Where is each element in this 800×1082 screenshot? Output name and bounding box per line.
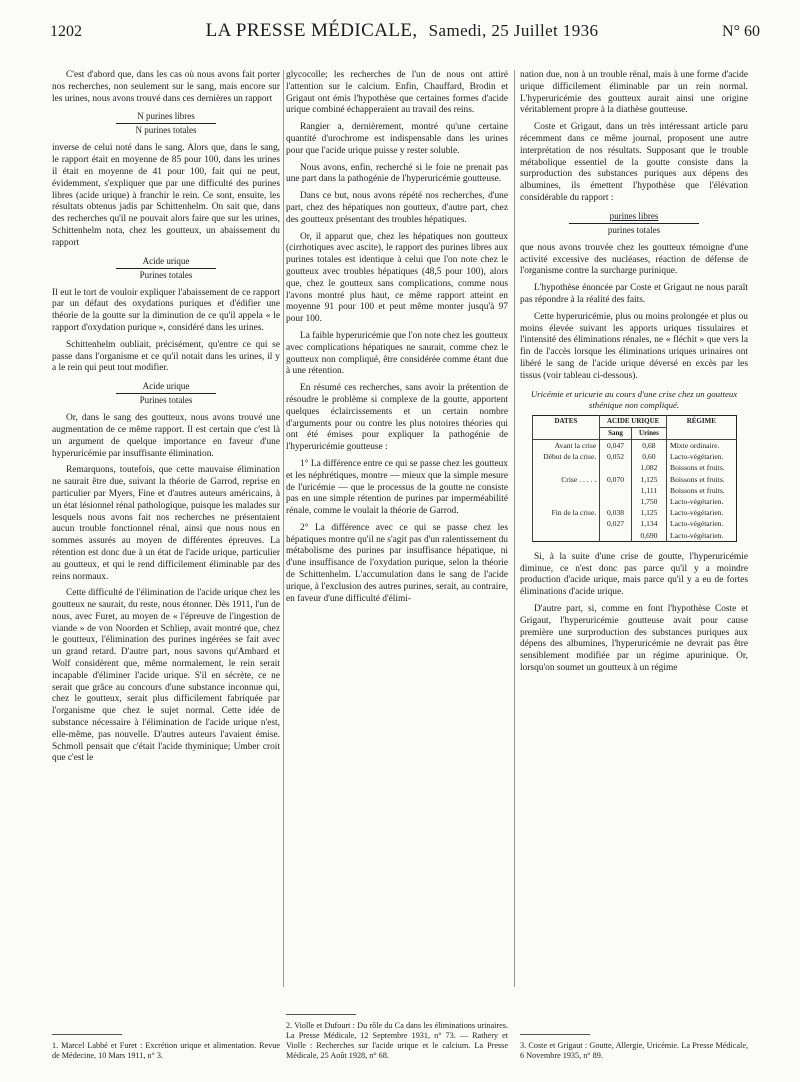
table-row bbox=[532, 439, 736, 451]
table-cell-date: Avant la crise bbox=[532, 439, 600, 451]
table-cell-date bbox=[532, 485, 600, 496]
footnote: 1. Marcel Labbé et Furet : Excrétion urique et alimentation. Revue de Médecine, 10 Mars 1911, n° 3. bbox=[52, 1041, 280, 1060]
paragraph: inverse de celui noté dans le sang. Alors que, dans le sang, le rapport était en moyenne de 85 pour 100, dans les urines il était en moyenne de 41 pour 100, fait qui ne peut, évidemment, s'expliquer que par une difficulté des purines libres (acide urique) à franchir le rein. Ce sont, ensuite, les résultats obtenus jadis par Schittenhelm. On sait que, dans des recherches qu'il ne pouvait alors faire que sur les urines, Schittenhelm nota, chez les goutteux, un abaissement du rapport bbox=[52, 143, 280, 248]
journal-name: LA PRESSE MÉDICALE, bbox=[205, 20, 418, 41]
ratio-denominator: Purines totales bbox=[139, 395, 193, 406]
table-cell-urine: 1,134 bbox=[631, 518, 666, 529]
table-cell-regime: Mixte ordinaire. bbox=[667, 439, 736, 451]
table-cell-date: Crise . . . . . bbox=[532, 474, 600, 485]
uric-acid-table bbox=[532, 415, 737, 542]
paragraph: Dans ce but, nous avons répété nos recherches, d'une part, chez des hépatiques non goutteux, d'autre part, chez des goutteux présentant des troubles hépatiques. bbox=[286, 191, 508, 225]
table-cell-blood: 0,047 bbox=[600, 439, 632, 451]
table-cell-urine: 1,125 bbox=[631, 507, 666, 518]
table-cell-date: Fin de la crise. bbox=[532, 507, 600, 518]
column-divider bbox=[283, 70, 284, 987]
table-row bbox=[532, 530, 736, 542]
column-middle bbox=[286, 70, 508, 1027]
column-right bbox=[520, 70, 748, 1027]
table-header-regime: RÉGIME bbox=[667, 415, 736, 439]
table-row bbox=[532, 474, 736, 485]
table-cell-regime: Boissons et fruits. bbox=[667, 462, 736, 473]
table-cell-urine: 1,125 bbox=[631, 474, 666, 485]
table-cell-urine: 1,111 bbox=[631, 485, 666, 496]
footnote-rule bbox=[52, 1034, 122, 1035]
table-header-urine: Urines bbox=[631, 427, 666, 439]
paragraph: Schittenhelm oubliait, précisément, qu'entre ce qui se passe dans l'organisme et ce qu'il notait dans les urines, il y a le rein qui peut tout modifier. bbox=[52, 339, 280, 374]
paragraph: En résumé ces recherches, sans avoir la prétention de résoudre le problème si complexe de la goutte, apportent quelques éclaircissements et un certain nombre d'arguments pour ou contre les plus notoires théories qui ont été émises pour expliquer la pathogénie de l'hyperuricémie goutteuse : bbox=[286, 383, 508, 453]
table-cell-regime: Lacto-végétarien. bbox=[667, 507, 736, 518]
table-cell-regime: Boissons et fruits. bbox=[667, 485, 736, 496]
ratio-numerator: Acide urique bbox=[116, 381, 216, 394]
table-cell-date bbox=[532, 530, 600, 542]
issue-number: N° 60 bbox=[722, 23, 760, 40]
table-header-blood: Sang bbox=[600, 427, 632, 439]
page-number: 1202 bbox=[50, 23, 82, 40]
paragraph: Or, il apparut que, chez les hépatiques non goutteux (cirrhotiques avec ascite), le rapport des purines libres aux purines totales est identique à celui que l'on note chez le goutteux avec troubles hépatiques (48,5 pour 100), alors que, chez le goutteux sans complications, comme nous l'avons montré plus haut, ce même rapport atteint en moyenne 91 pour 100 et peut même monter jusqu'à 97 pour 100. bbox=[286, 231, 508, 325]
paragraph: 1° La différence entre ce qui se passe chez les goutteux et les néphrétiques, montre — mieux que la simple mesure de l'uricémie — que le processus de la goutte ne consiste pas en une simple rétention de purines par imperméabilité rénale, comme le voulait la théorie de Garrod. bbox=[286, 458, 508, 517]
ratio-formula bbox=[116, 256, 216, 281]
paragraph: 2° La différence avec ce qui se passe chez les hépatiques montre qu'il ne s'agit pas d'un ralentissement du métabolisme des purines par insuffisance hépatique, ni d'une insuffisance de l'oxydation purique, selon la théorie de Schittenhelm. L'accumulation dans le sang de l'acide urique, à l'exclusion des autres purines, serait, au contraire, en faveur d'une difficulté d'élimi- bbox=[286, 522, 508, 604]
table-cell-regime: Lacto-végétarien. bbox=[667, 530, 736, 542]
footnote: 2. Violle et Dufourt : Du rôle du Ca dans les éliminations urinaires. La Presse Médicale, 12 Septembre 1931, n° 73. — Rathery et Violle : Recherches sur l'acide urique et le calcium. La Presse Médicale, 25 Août 1928, n° 68. bbox=[286, 1021, 508, 1060]
paragraph: glycocolle; les recherches de l'un de nous ont attiré l'attention sur le calcium. Enfin, Chauffard, Brodin et Grigaut ont émis l'hypothèse que certaines formes d'acide urique combiné échapperaient au travail des reins. bbox=[286, 70, 508, 116]
paragraph: Si, à la suite d'une crise de goutte, l'hyperuricémie diminue, ce n'est donc pas parce qu'il y a moindre production d'acide urique, mais parce qu'il y a eu de fortes éliminations d'acide urique. bbox=[520, 551, 748, 598]
table-header-acid: ACIDE URIQUE bbox=[600, 415, 667, 427]
ratio-denominator: purines totales bbox=[607, 224, 661, 235]
table-row bbox=[532, 507, 736, 518]
ratio-denominator: N purines totales bbox=[135, 125, 197, 136]
table-cell-date bbox=[532, 462, 600, 473]
page-header bbox=[50, 20, 760, 48]
table-cell-urine: 1,750 bbox=[631, 496, 666, 507]
paragraph: Il eut le tort de vouloir expliquer l'abaissement de ce rapport par un défaut des oxydations puriques et d'édifier une théorie de la goutte sur la diminution de ce qu'il appela « le rapport d'oxydation purique », considéré dans les urines. bbox=[52, 287, 280, 333]
table-row bbox=[532, 518, 736, 529]
footnote: 3. Coste et Grigaut : Goutte, Allergie, Uricémie. La Presse Médicale, 6 Novembre 1935, n° 89. bbox=[520, 1041, 748, 1060]
table-row bbox=[532, 451, 736, 462]
issue-date: Samedi, 25 Juillet 1936 bbox=[428, 21, 599, 40]
ratio-denominator: Purines totales bbox=[139, 269, 193, 280]
paragraph: Cette difficulté de l'élimination de l'acide urique chez les goutteux ne saurait, du reste, nous étonner. Dès 1911, l'un de nous, avec Furet, au moyen de « l'épreuve de l'ingestion de viande » de von Noorden et Schliep, avait montré que, chez le goutteux, l'élimination des purines ingérées se fait avec un grand retard. D'autre part, nous savons qu'Ambard et Wolf considèrent que, même normalement, le rein serait incapable d'éliminer l'acide urique. S'il en sécrète, ce ne serait que grâce au concours d'une substance inconnue qui, chez le goutteux, serait plus difficilement fabriquée par l'organisme que chez le sujet normal. Cette idée de substance nécessaire à l'élimination de l'acide urique n'est, elle-même, pas nouvelle. D'autres auteurs l'avaient émise. Schmoll pensait que c'était l'acide thyminique; Umber croit que c'est le bbox=[52, 588, 280, 764]
table-caption: Uricémie et uricurie au cours d'une crise chez un goutteux sthénique non compliqué. bbox=[530, 388, 738, 410]
column-divider bbox=[514, 70, 515, 987]
paragraph: La faible hyperuricémie que l'on note chez les goutteux avec complications hépatiques ne saurait, comme chez le goutteux non compliqué, être considérée comme étant due à une rétention. bbox=[286, 330, 508, 377]
footnote-rule bbox=[286, 1014, 356, 1015]
table-cell-blood bbox=[600, 530, 632, 542]
ratio-formula bbox=[116, 111, 216, 136]
table-cell-urine: 1,082 bbox=[631, 462, 666, 473]
table-cell-blood: 0,070 bbox=[600, 474, 632, 485]
table-cell-blood bbox=[600, 496, 632, 507]
table-cell-regime: Lacto-végétarien. bbox=[667, 451, 736, 462]
paragraph: L'hypothèse énoncée par Coste et Grigaut ne nous paraît pas répondre à la réalité des faits. bbox=[520, 283, 748, 305]
table-cell-date: Début de la crise. bbox=[532, 451, 600, 462]
ratio-numerator: purines libres bbox=[569, 211, 699, 224]
table-cell-urine: 0,690 bbox=[631, 530, 666, 542]
paragraph: D'autre part, si, comme en font l'hypothèse Coste et Grigaut, l'hyperuricémie goutteuse avait pour cause première une surproduction des substances puriques aux dépens des albumines, l'hyperuricémie ne devrait pas être sensiblement modifiée par un régime apurinique. Or, lorsqu'on soumet un goutteux à un régime bbox=[520, 603, 748, 673]
paragraph: nation due, non à un trouble rénal, mais à une forme d'acide urique difficilement éliminable par un rein normal. L'hyperuricémie des goutteux aurait ainsi une origine véritablement propre à la diathèse goutteuse. bbox=[520, 70, 748, 116]
paragraph: C'est d'abord que, dans les cas où nous avons fait porter nos recherches, non seulement sur le sang, mais encore sur les urines, nous avons trouvé dans ces dernières un rapport bbox=[52, 70, 280, 104]
table-cell-date bbox=[532, 496, 600, 507]
paragraph: que nous avons trouvée chez les goutteux témoigne d'une activité excessive des nucléases, réaction de défense de l'organisme contre la surcharge purinique. bbox=[520, 242, 748, 277]
table-cell-regime: Boissons et fruits. bbox=[667, 474, 736, 485]
paragraph: Cette hyperuricémie, plus ou moins prolongée et plus ou moins élevée suivant les apports uriques tissulaires et l'intensité des éliminations rénales, ne « fléchit » que vers la fin de l'accès lorsque les éliminations uriques urinaires ont libéré le sang de l'acide urique déversé en excès par les tissus (voir tableau ci-dessous). bbox=[520, 311, 748, 381]
table-cell-date bbox=[532, 518, 600, 529]
table-cell-blood bbox=[600, 485, 632, 496]
ratio-formula bbox=[116, 381, 216, 406]
table-row bbox=[532, 485, 736, 496]
ratio-formula bbox=[569, 211, 699, 236]
paragraph: Or, dans le sang des goutteux, nous avons trouvé une augmentation de ce même rapport. Il est certain que c'est là un argument de quelque importance en faveur d'une hyperuricémie par insuffisante élimination. bbox=[52, 413, 280, 459]
table-cell-blood bbox=[600, 462, 632, 473]
paragraph: Nous avons, enfin, recherché si le foie ne prenait pas une part dans la pathogénie de l'hyperuricémie goutteuse. bbox=[286, 162, 508, 185]
table-cell-blood: 0,052 bbox=[600, 451, 632, 462]
paragraph: Remarquons, toutefois, que cette mauvaise élimination ne saurait être due, suivant la théorie de Garrod, reprise en particulier par Myers, Fine et d'autres auteurs américains, à un état lésionnel rénal pathologique, puisque les malades sur lesquels nous avons fait nos recherches ne présentaient aucun trouble fonctionnel rénal, ainsi que nous nous en sommes assurés au moyen de différentes épreuves. La rétention est donc due à un état de l'acide urique, particulier au goutteux, et qui le rend difficilement éliminable par des reins normaux. bbox=[52, 465, 280, 582]
table-row bbox=[532, 496, 736, 507]
table-cell-urine: 0,68 bbox=[631, 439, 666, 451]
column-left bbox=[52, 70, 280, 1027]
table-cell-urine: 0,60 bbox=[631, 451, 666, 462]
paragraph: Coste et Grigaut, dans un très intéressant article paru récemment dans ce même journal, proposent une autre interprétation de nos résultats. Supposant que le trouble métabolique essentiel de la goutte consiste dans la surproduction des substances puriques aux dépens des albumines, ils émettent l'hypothèse que l'élévation considérable du rapport : bbox=[520, 122, 748, 203]
ratio-numerator: N purines libres bbox=[116, 111, 216, 124]
ratio-numerator: Acide urique bbox=[116, 256, 216, 269]
table-header-dates: DATES bbox=[532, 415, 600, 439]
table-cell-regime: Lacto-végétarien. bbox=[667, 496, 736, 507]
table-cell-blood: 0,038 bbox=[600, 507, 632, 518]
paragraph: Rangier a, dernièrement, montré qu'une certaine quantité d'urochrome est indispensable dans les urines pour que l'acide urique puisse y rester soluble. bbox=[286, 122, 508, 156]
table-row bbox=[532, 462, 736, 473]
journal-title bbox=[206, 20, 599, 42]
footnote-rule bbox=[520, 1034, 590, 1035]
table-cell-regime: Lacto-végétarien. bbox=[667, 518, 736, 529]
table-cell-blood: 0,027 bbox=[600, 518, 632, 529]
